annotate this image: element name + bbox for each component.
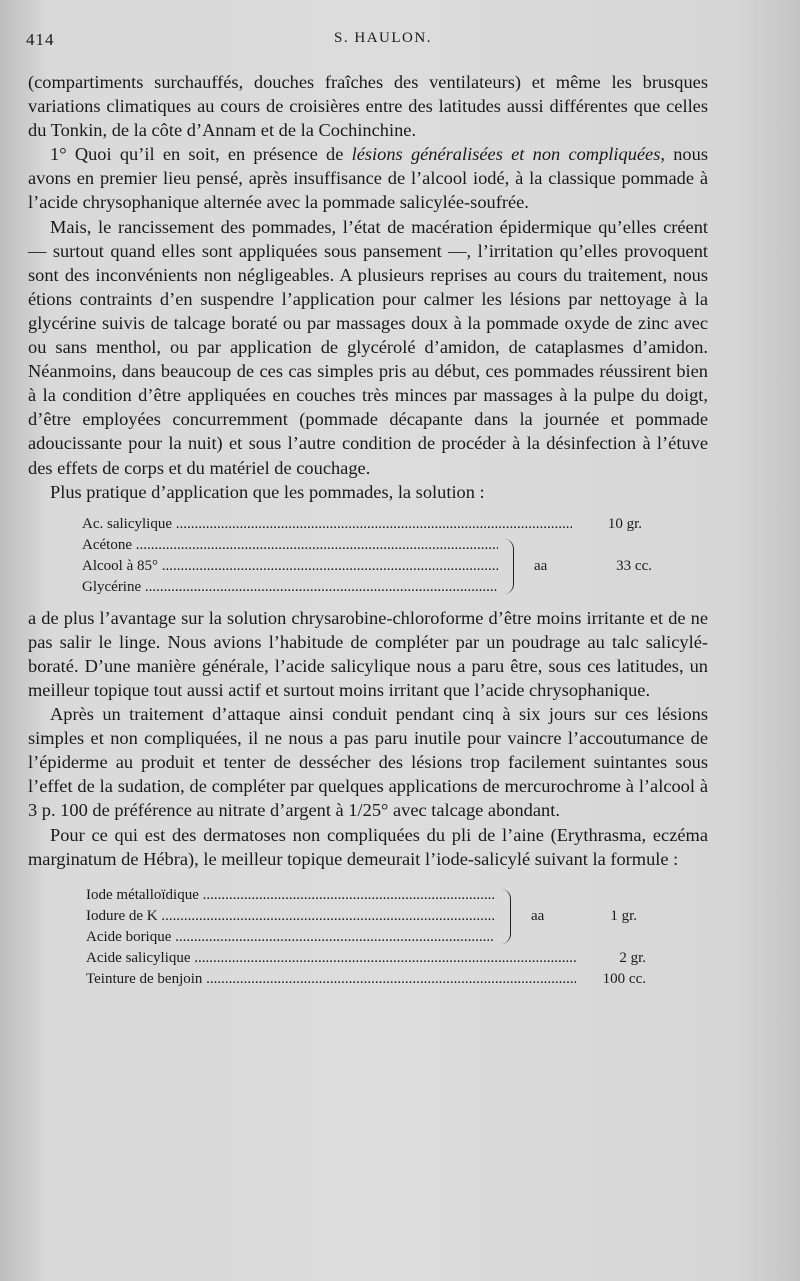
- formula-row: [86, 969, 686, 990]
- formula-row: [86, 927, 494, 948]
- formula-group: [82, 535, 652, 598]
- paragraph-continuation: (compartiments surchauffés, douches fraîches des ventilateurs) et même les brusques variations climatiques au cours de croisières entre des latitudes aussi différentes que celles du Tonkin, de la côte d’Annam et de la Cochinchine.: [28, 72, 708, 141]
- group-amount: 33 cc.: [616, 557, 652, 574]
- paragraph-pommades: Mais, le rancissement des pommades, l’état de macération épidermique qu’elles créent — surtout quand elles sont appliquées sous pansement —, l’irritation qu’elles provoquent sont des inconvénients non négligeables. A plusieurs reprises au cours du traitement, nous étions contraints d’en suspendre l’application pour calmer les lésions par nettoyage à la glycérine suivis de talcage boraté ou par massages doux à la pommade oxyde de zinc avec ou sans menthol, ou par application de glycérolé d’amidon, de cataplasmes d’amidon. Néanmoins, dans beaucoup de ces cas simples pris au début, ces pommades réussirent bien à la condition d’être appliquées en couches très minces par massages à la pulpe du doigt, d’être employées concurremment (pommade décapante dans la journée et pommade adoucissante pour la nuit) et sous l’autre condition de procéder à la désinfection à l’étuve des effets de corps et du matériel de couchage.: [28, 216, 708, 478]
- ingredient-name: Glycérine .....: [82, 577, 498, 598]
- page-header: [26, 30, 740, 54]
- paragraph-point-1: [28, 142, 708, 214]
- page-number: 414: [26, 30, 55, 49]
- point-text-b: nous avons en premier lieu pensé, après insuffisance de l’alcool iodé, à la classique pommade à l’acide chrysophanique alternée avec la pommade salicylée-soufrée.: [28, 144, 708, 213]
- ingredient-amount: 100 cc.: [602, 970, 646, 987]
- ingredient-amount: 2 gr.: [619, 949, 646, 966]
- paragraph-solution-intro: Plus pratique d’application que les pommades, la solution :: [50, 481, 485, 502]
- paragraph-avantage: a de plus l’avantage sur la solution chrysarobine-chloroforme d’être moins irritante et de ne pas salir le linge. Nous avions l’habitude de compléter par un poudrage au talc salicylé-boraté. D’une manière générale, l’acide salicylique nous a paru être, sous ces latitudes, un meilleur topique tout aussi actif et surtout moins irritant que l’acide chrysophanique.: [28, 607, 708, 700]
- formula-iode-salicyle: [86, 885, 686, 990]
- ingredient-name: Alcool à 85° .....: [82, 556, 498, 577]
- paragraph-traitement: Après un traitement d’attaque ainsi conduit pendant cinq à six jours sur ces lésions simples et non compliquées, il ne nous a pas paru inutile pour vaincre l’accoutumance de l’épiderme au produit et tenter de dessécher des lésions trop facilement suintantes sous l’effet de la sudation, de compléter par quelques applications de mercurochrome à l’alcool à 3 p. 100 de préférence au nitrate d’argent à 1/25° avec talcage abondant.: [28, 704, 708, 821]
- ingredient-name: Iode métalloïdique .....: [86, 885, 494, 906]
- formula-row: [82, 577, 498, 598]
- group-label: aa: [531, 907, 545, 924]
- ingredient-name: Iodure de K .....: [86, 906, 494, 927]
- formula-group: [86, 885, 686, 948]
- ingredient-name: Acide salicylique .....: [86, 948, 576, 969]
- point-number: 1°: [50, 144, 67, 165]
- formula-row: [86, 906, 494, 927]
- body-text: [28, 70, 708, 998]
- brace: [500, 889, 511, 944]
- ingredient-name: Teinture de benjoin .....: [86, 969, 576, 990]
- group-amount: 1 gr.: [610, 907, 637, 924]
- brace: [504, 539, 514, 594]
- point-italic: lésions généralisées et non compliquées,: [351, 144, 665, 165]
- formula-row: [82, 556, 498, 577]
- point-text-a: Quoi qu’il en soit, en présence de: [74, 144, 344, 165]
- ingredient-name: Acétone .....: [82, 535, 498, 556]
- ingredient-name: Acide borique .....: [86, 927, 494, 948]
- ingredient-name: Ac. salicylique .....: [82, 514, 572, 535]
- formula-row: [86, 948, 686, 969]
- formula-solution: [82, 514, 652, 598]
- group-label: aa: [534, 557, 548, 574]
- running-head: S. HAULON.: [334, 30, 432, 46]
- formula-row: [82, 535, 498, 556]
- paragraph-dermatoses: Pour ce qui est des dermatoses non compliquées du pli de l’aine (Erythrasma, eczéma marginatum de Hébra), le meilleur topique demeurait l’iode-salicylé suivant la formule :: [28, 824, 708, 869]
- ingredient-amount: 10 gr.: [607, 515, 642, 532]
- formula-row: [82, 514, 652, 535]
- formula-row: [86, 885, 494, 906]
